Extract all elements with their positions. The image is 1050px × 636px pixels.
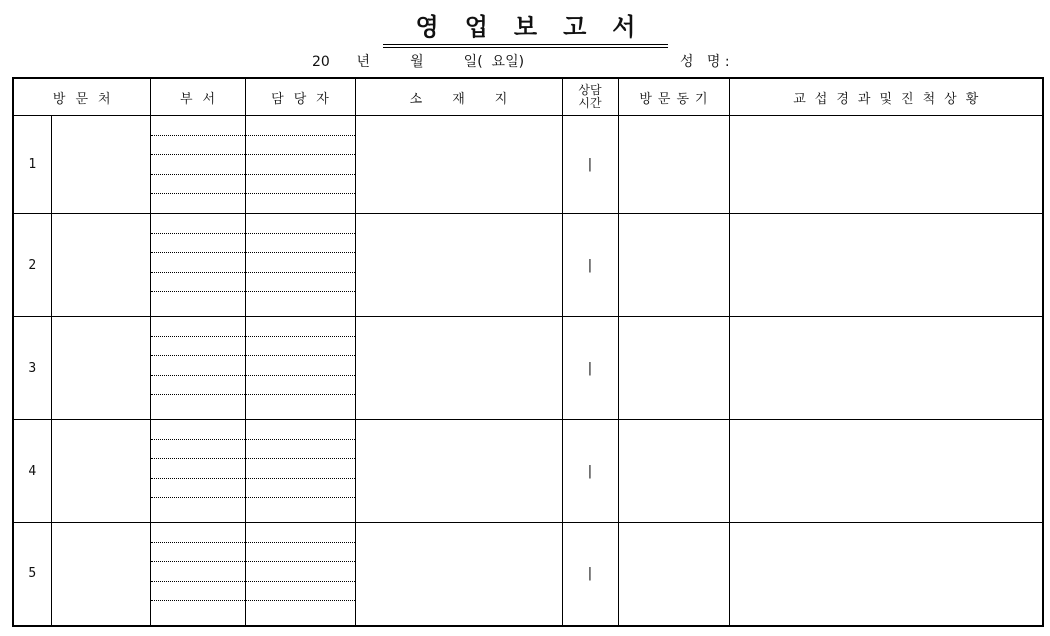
consult-time-cell[interactable]: | [562,214,618,317]
person-cell[interactable] [245,116,355,214]
person-cell[interactable] [245,420,355,523]
visit-place-cell[interactable] [51,317,150,420]
department-cell[interactable] [150,523,245,626]
visit-motive-cell[interactable] [618,317,729,420]
title-underline [383,44,668,45]
header-consult-time [562,78,618,116]
visit-place-cell[interactable] [51,420,150,523]
table-row [13,420,1043,523]
table-row [13,116,1043,214]
report-date-line: 20 년 월 일( 요일) [312,54,525,70]
row-number: 5 [13,523,51,626]
negotiation-progress-cell[interactable] [729,214,1043,317]
location-cell[interactable] [355,317,562,420]
row-number: 3 [13,317,51,420]
consult-time-cell[interactable]: | [562,523,618,626]
header-visit-motive: 방문동기 [618,78,729,116]
negotiation-progress-cell[interactable] [729,523,1043,626]
visit-motive-cell[interactable] [618,523,729,626]
document-title: 영업보고서 [415,12,662,41]
signature-line: 성 명 : [680,54,730,70]
table-row [13,317,1043,420]
person-cell[interactable] [245,214,355,317]
header-location: 소재지 [355,78,562,116]
consult-time-cell[interactable]: | [562,116,618,214]
header-consult-time-line2: 시간 [578,96,602,110]
location-cell[interactable] [355,214,562,317]
department-cell[interactable] [150,317,245,420]
header-visit-place: 방문처 [13,78,150,116]
person-cell[interactable] [245,317,355,420]
table-row [13,214,1043,317]
sales-report-table [12,77,1044,627]
location-cell[interactable] [355,116,562,214]
department-cell[interactable] [150,420,245,523]
row-number: 2 [13,214,51,317]
consult-time-cell[interactable]: | [562,317,618,420]
header-consult-time-line1: 상담 [578,83,602,97]
person-cell[interactable] [245,523,355,626]
location-cell[interactable] [355,523,562,626]
table-row [13,523,1043,626]
visit-place-cell[interactable] [51,214,150,317]
header-person-in-charge: 담당자 [245,78,355,116]
visit-place-cell[interactable] [51,116,150,214]
table-header-row [13,78,1043,116]
negotiation-progress-cell[interactable] [729,116,1043,214]
negotiation-progress-cell[interactable] [729,317,1043,420]
consult-time-cell[interactable]: | [562,420,618,523]
visit-place-cell[interactable] [51,523,150,626]
row-number: 4 [13,420,51,523]
negotiation-progress-cell[interactable] [729,420,1043,523]
header-negotiation-progress: 교섭경과및진척상황 [729,78,1043,116]
row-number: 1 [13,116,51,214]
visit-motive-cell[interactable] [618,214,729,317]
visit-motive-cell[interactable] [618,116,729,214]
title-underline-second [383,47,668,48]
visit-motive-cell[interactable] [618,420,729,523]
department-cell[interactable] [150,214,245,317]
location-cell[interactable] [355,420,562,523]
header-department: 부서 [150,78,245,116]
department-cell[interactable] [150,116,245,214]
